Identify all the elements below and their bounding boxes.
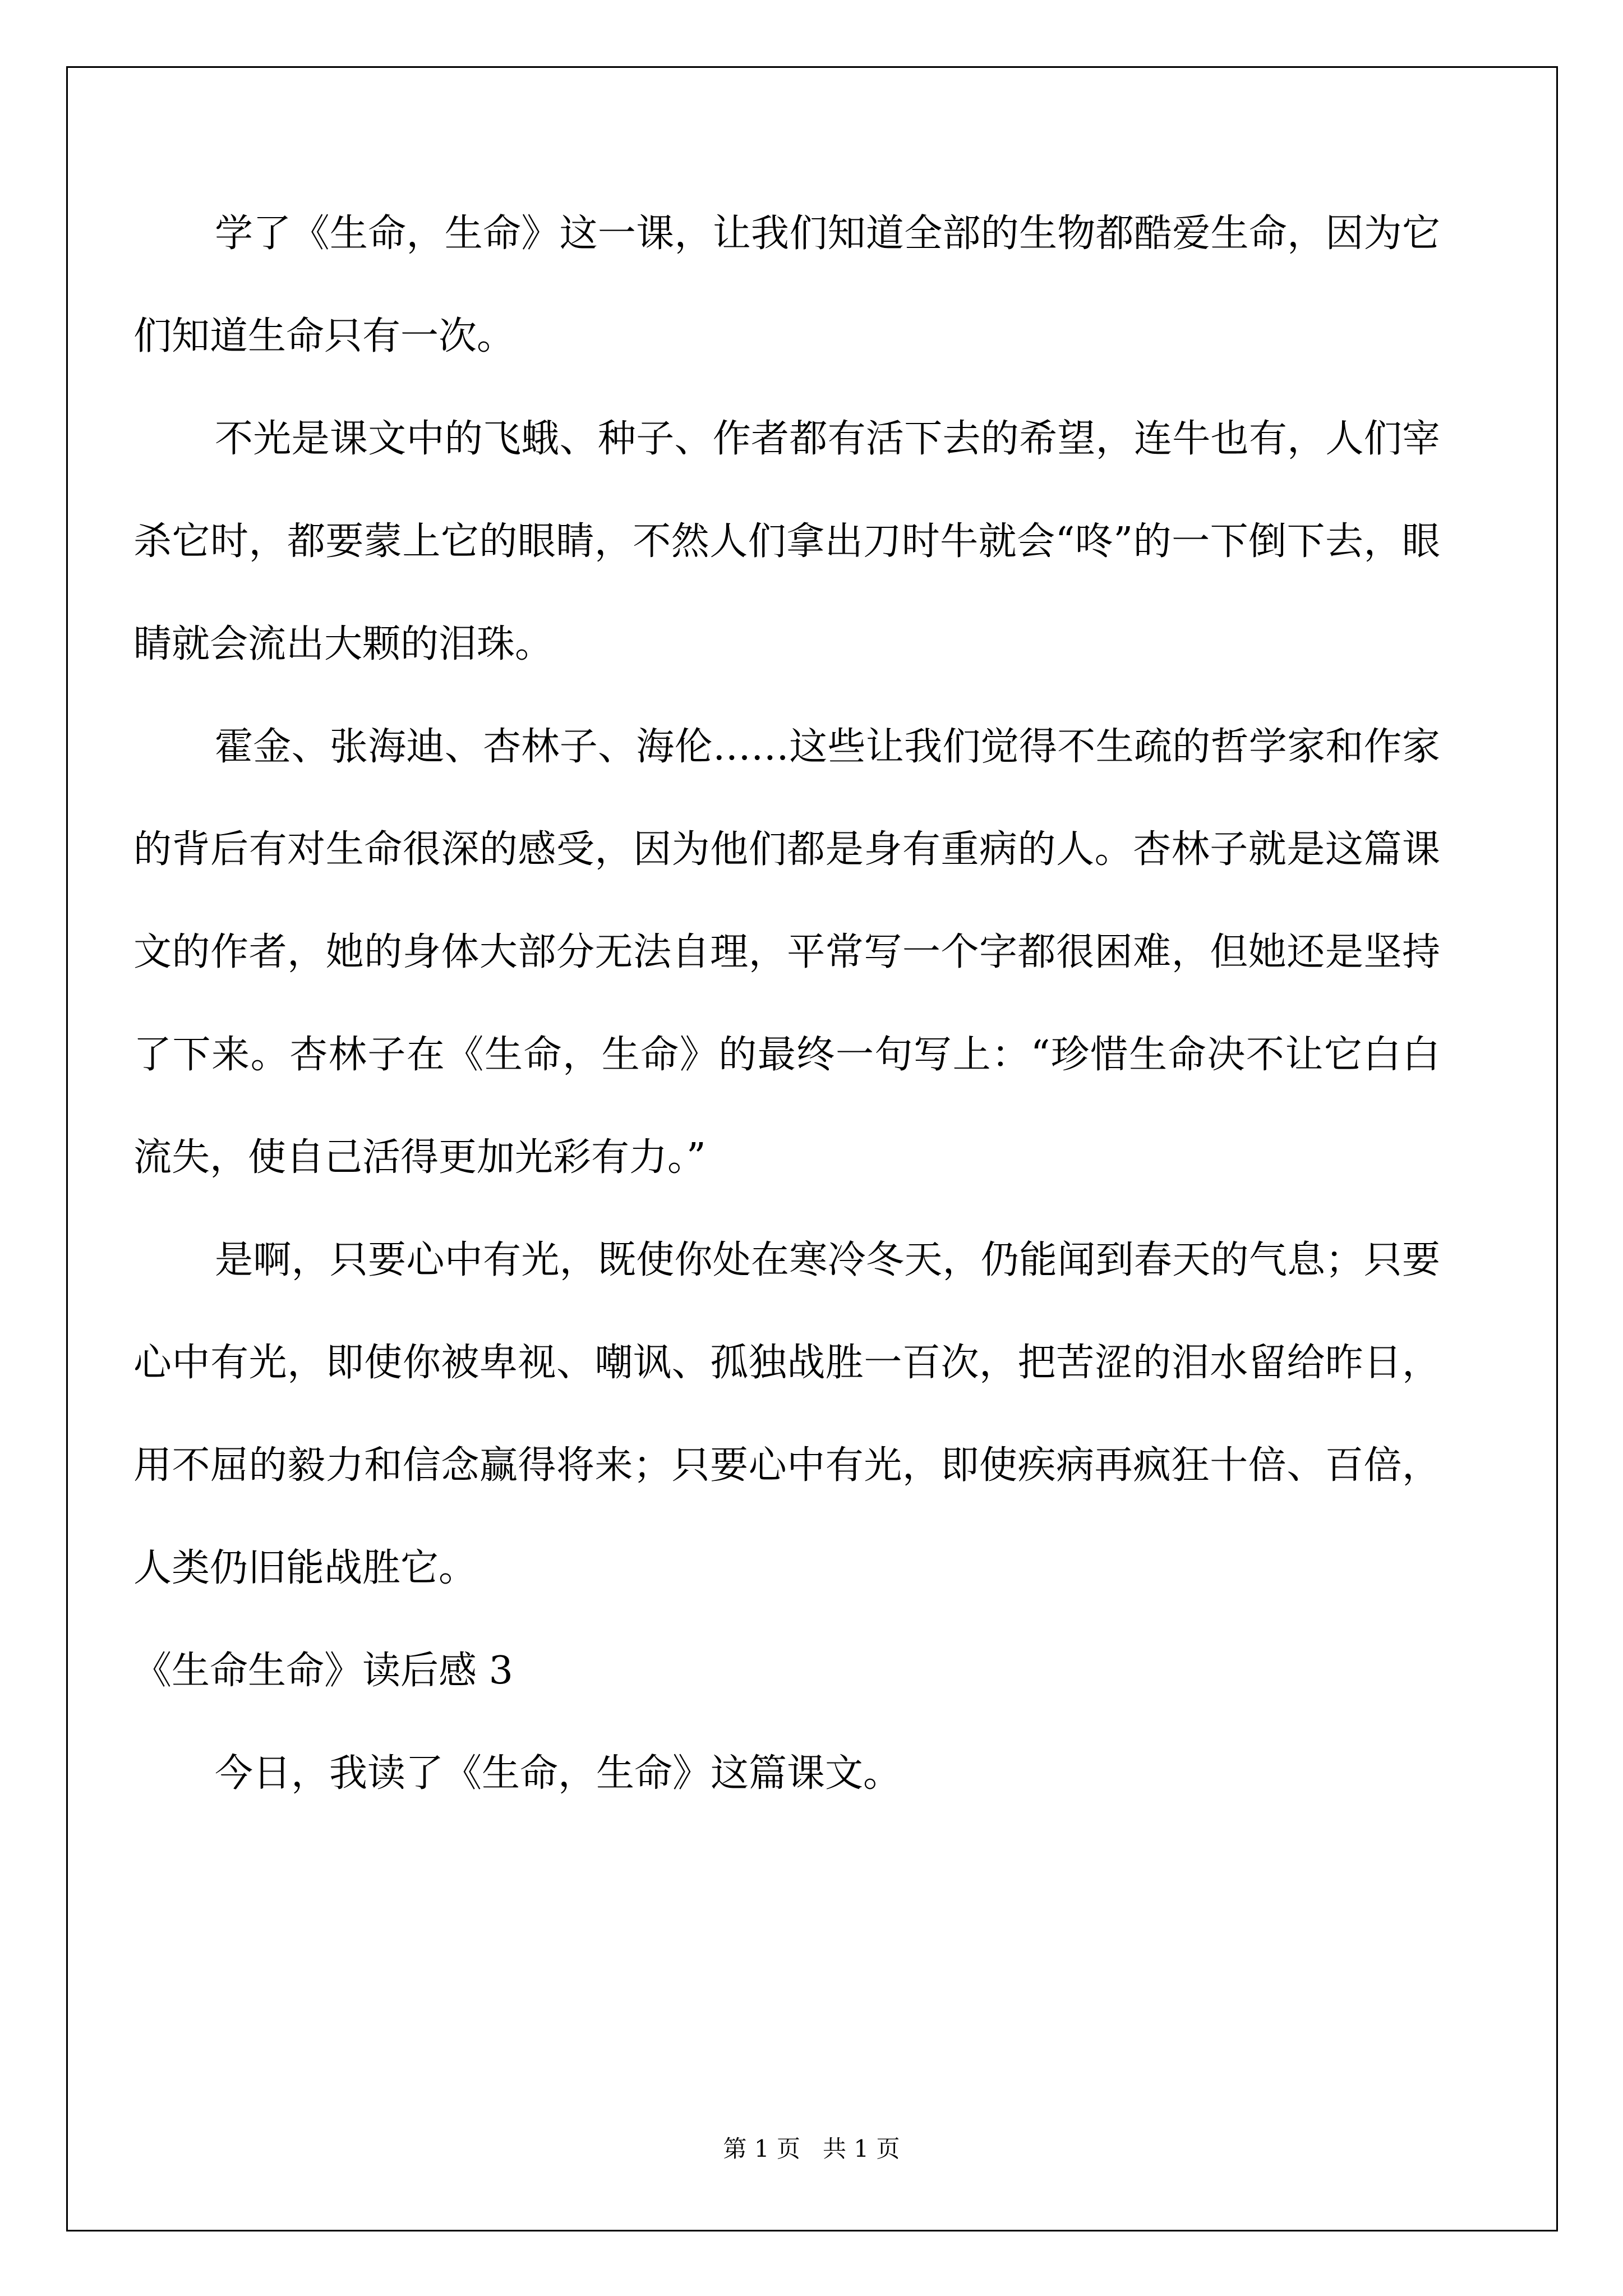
closing-paragraph: 今日，我读了《生命，生命》这篇课文。 <box>215 1751 902 1796</box>
paragraph-4: 是啊，只要心中有光，既使你处在寒冷冬天，仍能闻到春天的气息；只要心中有光，即使你被卑视、嘲讽、孤独战胜一百次，把苦涩的泪水留给昨日，用不屈的毅力和信念赢得将来；只要心中有光，即使疾病再疯狂十倍、百倍，人类仍旧能战胜它。 <box>133 1238 1440 1590</box>
document-body <box>133 182 1440 1825</box>
page-number: 第 1 页 共 1 页 <box>723 2135 900 2162</box>
paragraph-2: 不光是课文中的飞蛾、种子、作者都有活下去的希望，连牛也有，人们宰杀它时，都要蒙上它的眼睛，不然人们拿出刀时牛就会“咚”的一下倒下去，眼睛就会流出大颗的泪珠。 <box>133 417 1440 666</box>
section-heading: 《生命生命》读后感 3 <box>133 1649 513 1693</box>
paragraph-3: 霍金、张海迪、杏林子、海伦……这些让我们觉得不生疏的哲学家和作家的背后有对生命很深的感受，因为他们都是身有重病的人。杏林子就是这篇课文的作者，她的身体大部分无法自理，平常写一个字都很困难，但她还是坚持了下来。杏林子在《生命，生命》的最终一句写上：“珍惜生命决不让它白白流失，使自己活得更加光彩有力。” <box>133 725 1440 1180</box>
paragraph-1: 学了《生命，生命》这一课，让我们知道全部的生物都酷爱生命，因为它们知道生命只有一次。 <box>133 211 1440 358</box>
